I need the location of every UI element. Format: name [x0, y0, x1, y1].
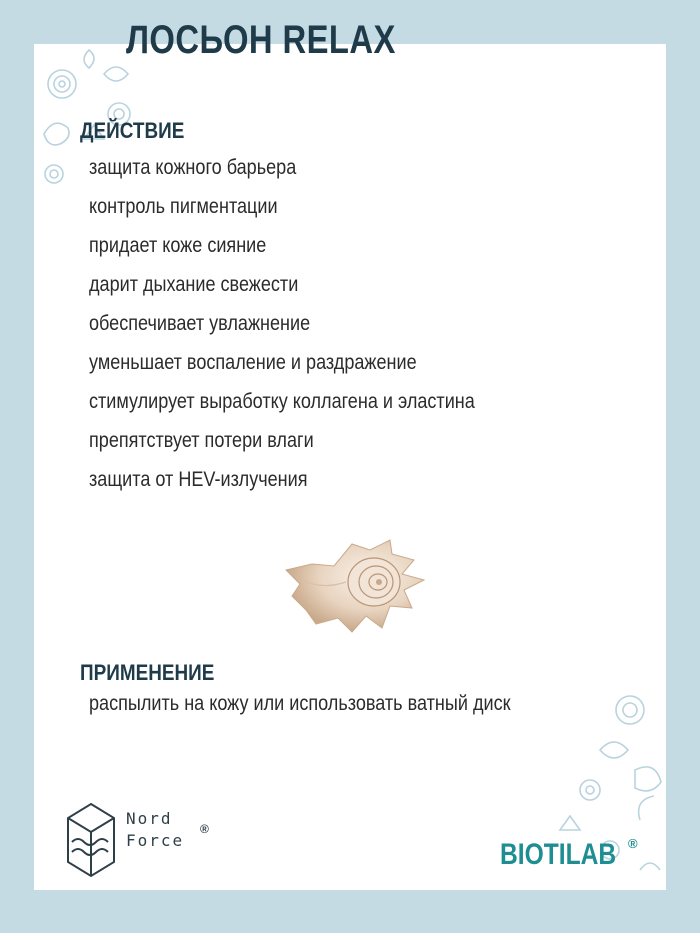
list-item: дарит дыхание свежести — [89, 273, 299, 296]
usage-heading: ПРИМЕНЕНИЕ — [80, 660, 215, 685]
nordforce-line2: Force — [126, 831, 185, 850]
list-item: защита кожного барьера — [89, 156, 297, 179]
nordforce-logo-text — [126, 808, 184, 852]
action-list — [89, 152, 538, 503]
usage-text: распылить на кожу или использовать ватный диск — [89, 692, 511, 715]
action-heading: ДЕЙСТВИЕ — [80, 118, 185, 143]
list-item: обеспечивает увлажнение — [89, 312, 311, 335]
list-item: стимулирует выработку коллагена и эластина — [89, 390, 475, 413]
list-item: придает коже сияние — [89, 234, 267, 257]
nordforce-registered-mark: ® — [200, 822, 209, 836]
page-title: ЛОСЬОН RELAX — [126, 18, 396, 62]
conch-shell-icon — [282, 536, 432, 636]
list-item: препятствует потери влаги — [89, 429, 314, 452]
nordforce-line1: Nord — [126, 809, 173, 828]
biotilab-logo: BIOTILAB — [500, 838, 617, 871]
biotilab-registered-mark: ® — [628, 836, 638, 851]
list-item: контроль пигментации — [89, 195, 278, 218]
list-item: защита от HEV-излучения — [89, 468, 308, 491]
nordforce-logo-icon — [66, 802, 116, 878]
list-item: уменьшает воспаление и раздражение — [89, 351, 417, 374]
